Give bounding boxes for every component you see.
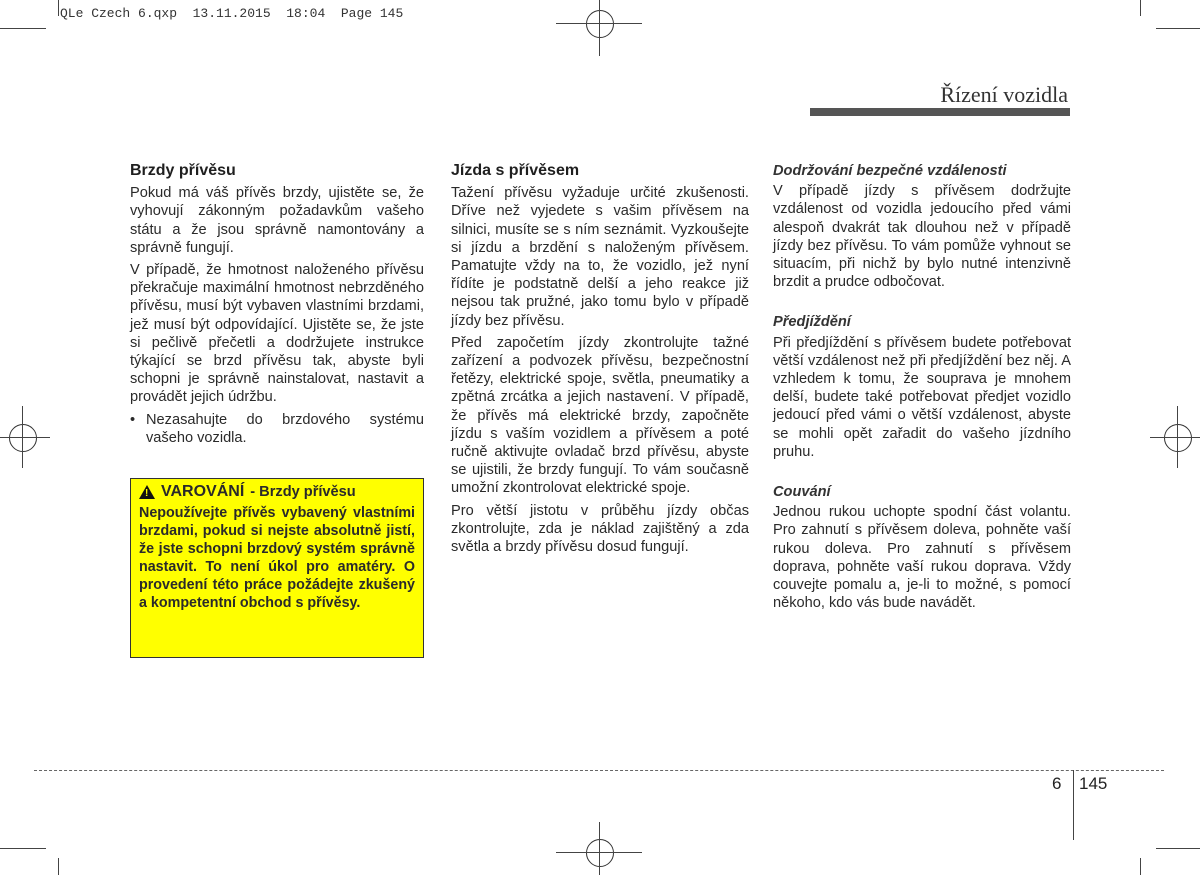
- paragraph: Pro větší jistotu v průběhu jízdy občas zkontrolujte, zda je náklad zajištěný a zda světla a brzdy přívěsu dosud fungují.: [451, 502, 749, 556]
- warning-subtitle: - Brzdy přívěsu: [250, 484, 356, 500]
- heading-towing: Jízda s přívěsem: [451, 162, 580, 179]
- paragraph: Tažení přívěsu vyžaduje určité zkušenosti. Dříve než vyjedete s vašim přívěsem na silnici, musíte se s ním seznámit. Vyzkoušejte si jízdu a brzdění s naloženým přívěsem. Pamatujte vždy na to, že vozidlo, jež nyní řídíte je podstatně delší a jeho reakce již nejsou tak pružné, jako tomu bylo v případě jízdy bez přívěsu.: [451, 185, 749, 329]
- column-towing: [451, 162, 749, 560]
- warning-text: Nepoužívejte přívěs vybavený vlastními brzdami, pokud si nejste absolutně jistí, že jste schopni brzdový systém správně nastavit. To není úkol pro amatéry. O provedení této práce požádejte zkušený a kompetentní obchod s přívěsy.: [139, 505, 415, 611]
- page-number-divider: [1073, 770, 1074, 840]
- paragraph: V případě jízdy s přívěsem dodržujte vzdálenost od vozidla jedoucího před vámi alespoň dvakrát tak dlouhou než v případě jízdy bez přívěsu. To vám pomůže vyhnout se situacím, při nichž by bylo nutné intenzivně brzdit a prudce odbočovat.: [773, 183, 1071, 291]
- warning-label: VAROVÁNÍ: [161, 483, 245, 500]
- title-rule: [810, 108, 1070, 116]
- paragraph: V případě, že hmotnost naloženého přívěsu překračuje maximální hmotnost nebrzděného přívěsu, musí být vybaven vlastními brzdami, jež musí být odpovídající. Ujistěte se, že jste si pečlivě přečetli a dodržujete instrukce týkající se brzd přívěsu tak, abyste byli schopni je správně nainstalovat, nastavit a provádět jejich údržbu.: [130, 262, 424, 406]
- bullet-text: Nezasahujte do brzdového systému vašeho vozidla.: [146, 411, 424, 446]
- section-title: Řízení vozidla: [940, 82, 1068, 107]
- page-number: 145: [1079, 774, 1108, 793]
- print-slug: QLe Czech 6.qxp 13.11.2015 18:04 Page 145: [60, 6, 404, 21]
- paragraph: Pokud má váš přívěs brzdy, ujistěte se, že vyhovují zákonným požadavkům vašeho státu a že jsou správně namontovány a správně fungují.: [130, 185, 424, 256]
- chapter-number: 6: [1052, 774, 1062, 793]
- warning-box: [130, 478, 424, 658]
- subheading-distance: Dodržování bezpečné vzdálenosti: [773, 163, 1007, 179]
- warning-triangle-icon: !: [139, 485, 155, 499]
- footer-rule: [34, 770, 1164, 771]
- paragraph: Před započetím jízdy zkontrolujte tažné zařízení a podvozek přívěsu, bezpečnostní řetězy, elektrické spoje, světla, pneumatiky a zpětná zrcátka a jejich nastavení. V případě, že přívěs má elektrické brzdy, započněte jízdu s vaším vozidlem a přívěsem a poté ručně aktivujte ovladač brzd přívěsu, abyste se ujistili, že brzdy fungují. To vám současně umožní zkontrolovat elektrické spoje.: [451, 334, 749, 497]
- paragraph: Při předjíždění s přívěsem budete potřebovat větší vzdálenost než při předjíždění bez něj. A vzhledem k tomu, že souprava je mnohem delší, budete také potřebovat předjet vozidlo jedoucí před vámi o větší vzdálenost, abyste se mohli opět zařadit do vašeho jízdního pruhu.: [773, 334, 1071, 460]
- column-brakes: [130, 162, 424, 447]
- subheading-reversing: Couvání: [773, 484, 831, 501]
- paragraph: Jednou rukou uchopte spodní část volantu. Pro zahnutí s přívěsem doleva, pohněte vaší rukou doleva. Pro zahnutí s přívěsem doprava, pohněte vaší rukou doprava. Vždy couvejte pomalu a, je-li to možné, s pomocí někoho, kdo vás bude navádět.: [773, 504, 1071, 612]
- bullet-dot-icon: •: [130, 411, 136, 428]
- heading-brakes: Brzdy přívěsu: [130, 162, 236, 179]
- bullet-item: [130, 411, 424, 447]
- warning-title: [139, 483, 415, 501]
- subheading-overtaking: Předjíždění: [773, 314, 851, 331]
- column-driving: [773, 162, 1071, 616]
